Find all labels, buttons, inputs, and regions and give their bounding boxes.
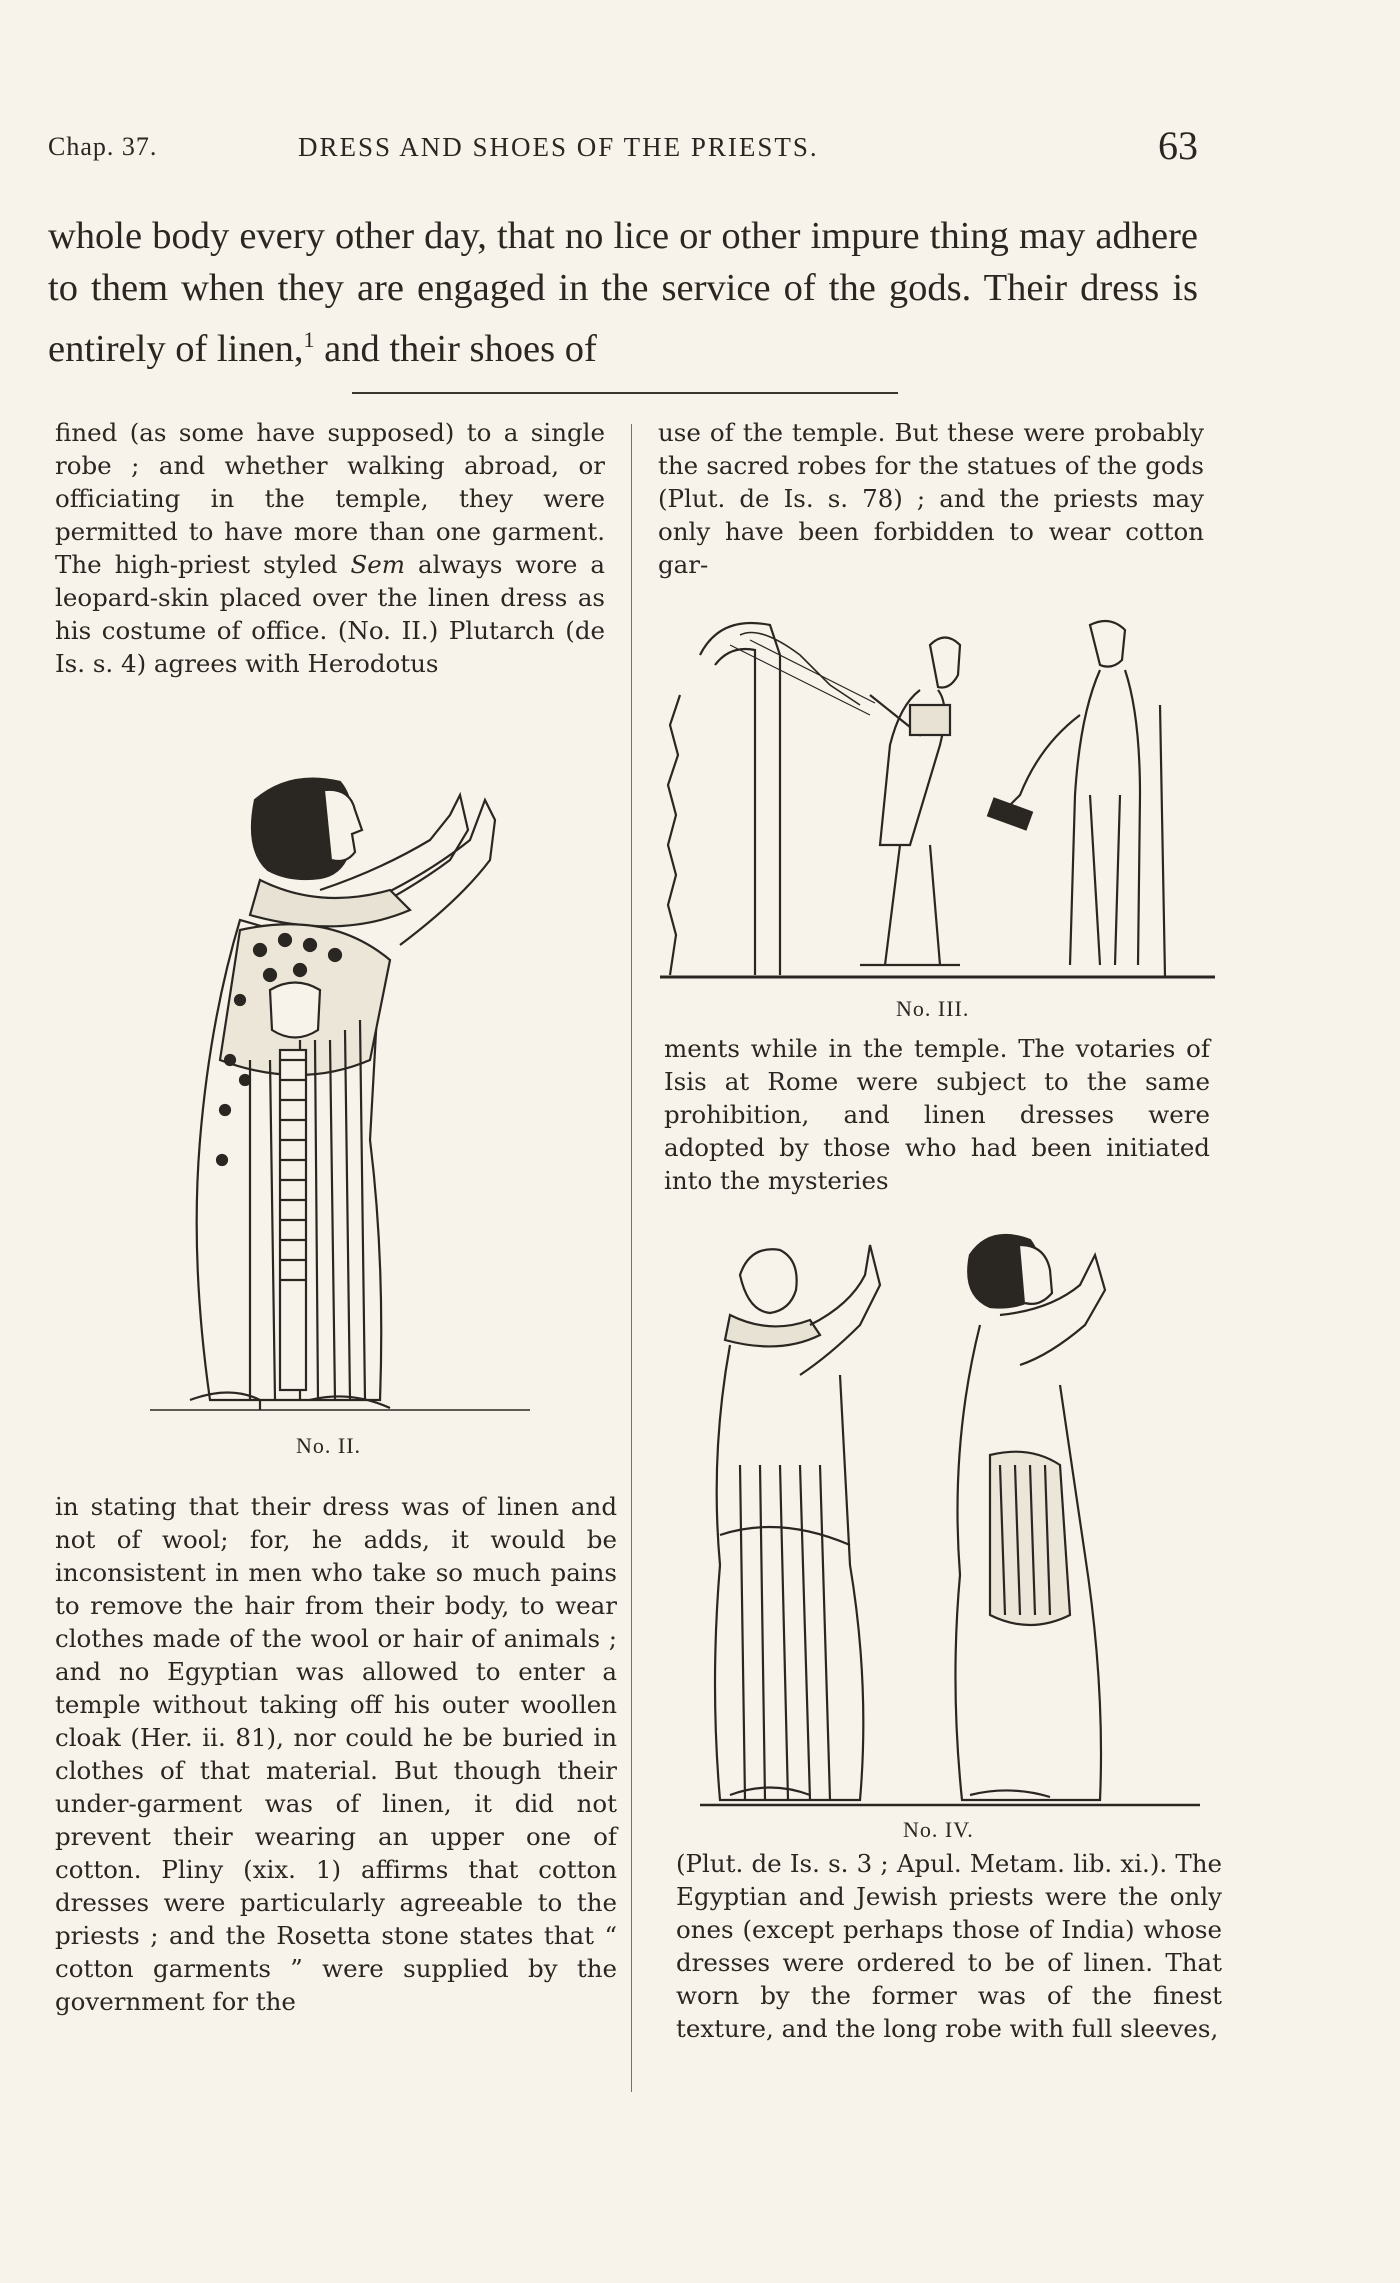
page-number: 63 xyxy=(1158,123,1198,168)
top-paragraph-text-1: whole body every other day, that no lice or other impure thing may adhere to them when they are engaged in the service of the gods. Their dress is entirely of linen, xyxy=(48,215,1198,370)
top-paragraph-text-2: and their shoes of xyxy=(314,327,597,370)
top-paragraph xyxy=(48,210,1198,375)
left-column-block-1 xyxy=(55,416,605,680)
left-block-1-text-a: fined (as some have supposed) to a single robe ; and whether walking abroad, or officiating in the temple, they were permitted to have more than one garment. The high-priest styled xyxy=(55,418,605,579)
figure-two-priests-praying xyxy=(700,1215,1200,1820)
figure-2-caption: No. II. xyxy=(296,1433,362,1458)
right-column-block-1: use of the temple. But these were probably the sacred robes for the statues of the gods (Plut. de Is. s. 78) ; and the priests may only have been forbidden to wear cotton gar- xyxy=(658,418,1204,579)
figure-priests-at-shrine xyxy=(660,595,1215,995)
figure-priest-leopard-skin xyxy=(150,760,530,1430)
right-column-block-3: (Plut. de Is. s. 3 ; Apul. Metam. lib. xi.). The Egyptian and Jewish priests were the only ones (except perhaps those of India) whose dresses were ordered to be of linen. That worn by the former was of the finest texture, and the long robe with full sleeves, xyxy=(676,1849,1222,2043)
running-title: DRESS AND SHOES OF THE PRIESTS. xyxy=(298,132,819,162)
priest-illustration-icon xyxy=(150,760,530,1430)
section-divider xyxy=(352,392,898,394)
left-block-1-text-b: always wore a leopard-skin placed over the linen dress as his costume of office. (No. II.) Plutarch (de Is. s. 4) agrees with Herodotus xyxy=(55,550,605,678)
footnote-mark: 1 xyxy=(303,327,315,352)
left-column-block-2: in stating that their dress was of linen and not of wool; for, he adds, it would be inconsistent in men who take so much pains to remove the hair from their body, to wear clothes made of the wool or hair of animals ; and no Egyptian was allowed to enter a temple without taking off his outer woollen cloak (Her. ii. 81), nor could he be buried in clothes of that material. But though their under-garment was of linen, it did not prevent their wearing an upper one of cotton. Pliny (xix. 1) affirms that cotton dresses were particularly agreeable to the priests ; and the Rosetta stone states that “ cotton garments ” were supplied by the government for the xyxy=(55,1492,617,2016)
right-column-block-2: ments while in the temple. The votaries of Isis at Rome were subject to the same prohibition, and linen dresses were adopted by those who had been initiated into the mysteries xyxy=(664,1034,1210,1195)
running-head xyxy=(48,123,1198,172)
praying-priests-icon xyxy=(700,1215,1200,1820)
sem-term: Sem xyxy=(350,550,405,579)
figure-4-caption: No. IV. xyxy=(903,1817,974,1842)
figure-3-caption: No. III. xyxy=(896,996,970,1021)
chapter-label: Chap. 37. xyxy=(48,132,158,161)
shrine-scene-icon xyxy=(660,595,1215,995)
column-divider xyxy=(631,424,632,2092)
